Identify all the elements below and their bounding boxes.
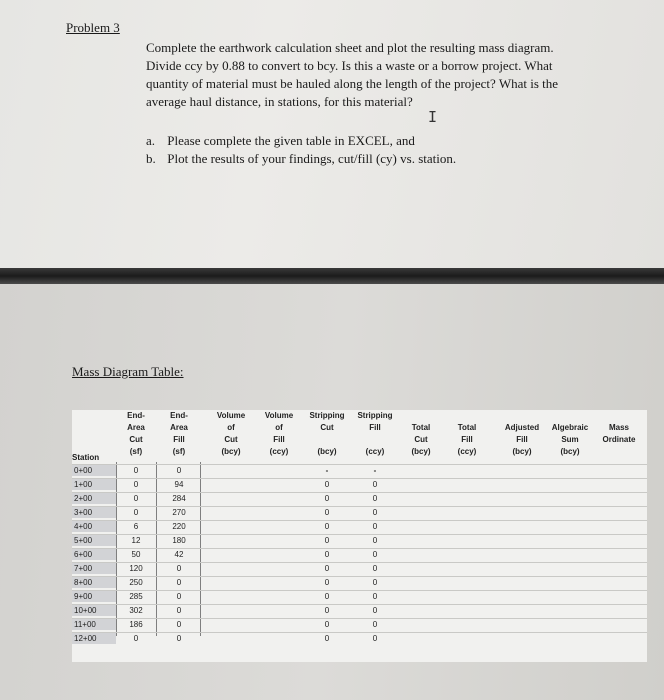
cut-area-cell: 120 xyxy=(129,564,143,573)
stripping-cut-cell: 0 xyxy=(324,494,330,503)
cut-area-cell: 285 xyxy=(129,592,143,601)
station-cell: 10+00 xyxy=(72,605,116,616)
header-total-fill: Total Fill (ccy) xyxy=(457,423,477,456)
cut-area-cell: 6 xyxy=(133,522,139,531)
stripping-cut-cell: 0 xyxy=(324,620,330,629)
stripping-fill-cell: 0 xyxy=(372,620,378,629)
stripping-fill-cell: 0 xyxy=(372,634,378,643)
header-end-area-cut: End- Area Cut (sf) xyxy=(127,411,145,456)
stripping-fill-cell: 0 xyxy=(372,480,378,489)
header-mass-ordinate: Mass Ordinate xyxy=(602,423,636,444)
stripping-cut-cell: 0 xyxy=(324,634,330,643)
cut-area-cell: 50 xyxy=(131,550,141,559)
cut-area-cell: 0 xyxy=(133,508,139,517)
station-cell: 7+00 xyxy=(72,563,116,574)
table-row xyxy=(72,534,647,546)
station-cell: 5+00 xyxy=(72,535,116,546)
stripping-fill-cell: 0 xyxy=(372,578,378,587)
stripping-cut-cell: - xyxy=(325,466,329,475)
cut-area-cell: 0 xyxy=(133,494,139,503)
task-text: Plot the results of your findings, cut/fill (cy) vs. station. xyxy=(167,151,457,166)
mass-diagram-table xyxy=(72,410,647,662)
table-row xyxy=(72,590,647,602)
table-row xyxy=(72,604,647,616)
cut-area-cell: 186 xyxy=(129,620,143,629)
station-cell: 3+00 xyxy=(72,507,116,518)
problem-paragraph xyxy=(146,39,586,111)
fill-area-cell: 284 xyxy=(172,494,186,503)
header-stripping-cut: Stripping Cut (bcy) xyxy=(309,411,345,456)
cut-area-cell: 0 xyxy=(133,480,139,489)
station-cell: 2+00 xyxy=(72,493,116,504)
fill-area-cell: 42 xyxy=(174,550,184,559)
station-cell: 8+00 xyxy=(72,577,116,588)
task-a xyxy=(146,133,415,149)
table-row xyxy=(72,464,647,476)
task-letter: a. xyxy=(146,133,156,148)
table-row xyxy=(72,492,647,504)
station-cell: 1+00 xyxy=(72,479,116,490)
cut-area-cell: 0 xyxy=(133,634,139,643)
cut-area-cell: 250 xyxy=(129,578,143,587)
table-row xyxy=(72,562,647,574)
station-cell: 6+00 xyxy=(72,549,116,560)
cut-area-cell: 12 xyxy=(131,536,141,545)
text-cursor-icon: I xyxy=(428,108,438,126)
table-row xyxy=(72,506,647,518)
paragraph-line: average haul distance, in stations, for this material? xyxy=(146,94,413,109)
stripping-cut-cell: 0 xyxy=(324,522,330,531)
station-cell: 9+00 xyxy=(72,591,116,602)
table-row xyxy=(72,618,647,630)
stripping-cut-cell: 0 xyxy=(324,508,330,517)
header-algebraic-sum: Algebraic Sum (bcy) xyxy=(551,423,589,456)
problem-title: Problem 3 xyxy=(66,20,120,35)
fill-area-cell: 94 xyxy=(174,480,184,489)
station-cell: 11+00 xyxy=(72,619,116,630)
fill-area-cell: 0 xyxy=(176,606,182,615)
stripping-fill-cell: 0 xyxy=(372,522,378,531)
stripping-cut-cell: 0 xyxy=(324,480,330,489)
stripping-fill-cell: 0 xyxy=(372,536,378,545)
stripping-fill-cell: 0 xyxy=(372,564,378,573)
header-stripping-fill: Stripping Fill (ccy) xyxy=(357,411,393,456)
station-cell: 0+00 xyxy=(72,465,116,476)
fill-area-cell: 0 xyxy=(176,578,182,587)
stripping-fill-cell: 0 xyxy=(372,550,378,559)
table-row xyxy=(72,548,647,560)
paragraph-line: Complete the earthwork calculation sheet and plot the resulting mass diagram. xyxy=(146,40,554,55)
stripping-fill-cell: 0 xyxy=(372,592,378,601)
fill-area-cell: 0 xyxy=(176,466,182,475)
header-volume-fill: Volume of Fill (ccy) xyxy=(264,411,294,456)
stripping-fill-cell: 0 xyxy=(372,494,378,503)
stripping-cut-cell: 0 xyxy=(324,536,330,545)
header-station: Station xyxy=(72,453,100,462)
fill-area-cell: 0 xyxy=(176,592,182,601)
stripping-cut-cell: 0 xyxy=(324,578,330,587)
table-row xyxy=(72,632,647,644)
fill-area-cell: 180 xyxy=(172,536,186,545)
stripping-cut-cell: 0 xyxy=(324,606,330,615)
header-volume-cut: Volume of Cut (bcy) xyxy=(216,411,246,456)
mass-diagram-title: Mass Diagram Table: xyxy=(72,364,184,379)
fill-area-cell: 0 xyxy=(176,564,182,573)
cut-area-cell: 0 xyxy=(133,466,139,475)
header-adjusted-fill: Adjusted Fill (bcy) xyxy=(504,423,540,456)
header-total-cut: Total Cut (bcy) xyxy=(411,423,431,456)
header-end-area-fill: End- Area Fill (sf) xyxy=(170,411,188,456)
fill-area-cell: 0 xyxy=(176,634,182,643)
cut-area-cell: 302 xyxy=(129,606,143,615)
station-cell: 12+00 xyxy=(72,633,116,644)
task-b xyxy=(146,151,456,167)
fill-area-cell: 0 xyxy=(176,620,182,629)
paragraph-line: Divide ccy by 0.88 to convert to bcy. Is this a waste or a borrow project. What xyxy=(146,58,553,73)
fill-area-cell: 220 xyxy=(172,522,186,531)
table-row xyxy=(72,520,647,532)
stripping-cut-cell: 0 xyxy=(324,550,330,559)
task-text: Please complete the given table in EXCEL, and xyxy=(167,133,415,148)
stripping-cut-cell: 0 xyxy=(324,564,330,573)
stripping-cut-cell: 0 xyxy=(324,592,330,601)
task-letter: b. xyxy=(146,151,156,166)
table-row xyxy=(72,478,647,490)
paragraph-line: quantity of material must be hauled along the length of the project? What is the xyxy=(146,76,559,91)
stripping-fill-cell: 0 xyxy=(372,606,378,615)
table-row xyxy=(72,576,647,588)
page-divider xyxy=(0,268,664,284)
stripping-fill-cell: - xyxy=(373,466,377,475)
fill-area-cell: 270 xyxy=(172,508,186,517)
stripping-fill-cell: 0 xyxy=(372,508,378,517)
station-cell: 4+00 xyxy=(72,521,116,532)
